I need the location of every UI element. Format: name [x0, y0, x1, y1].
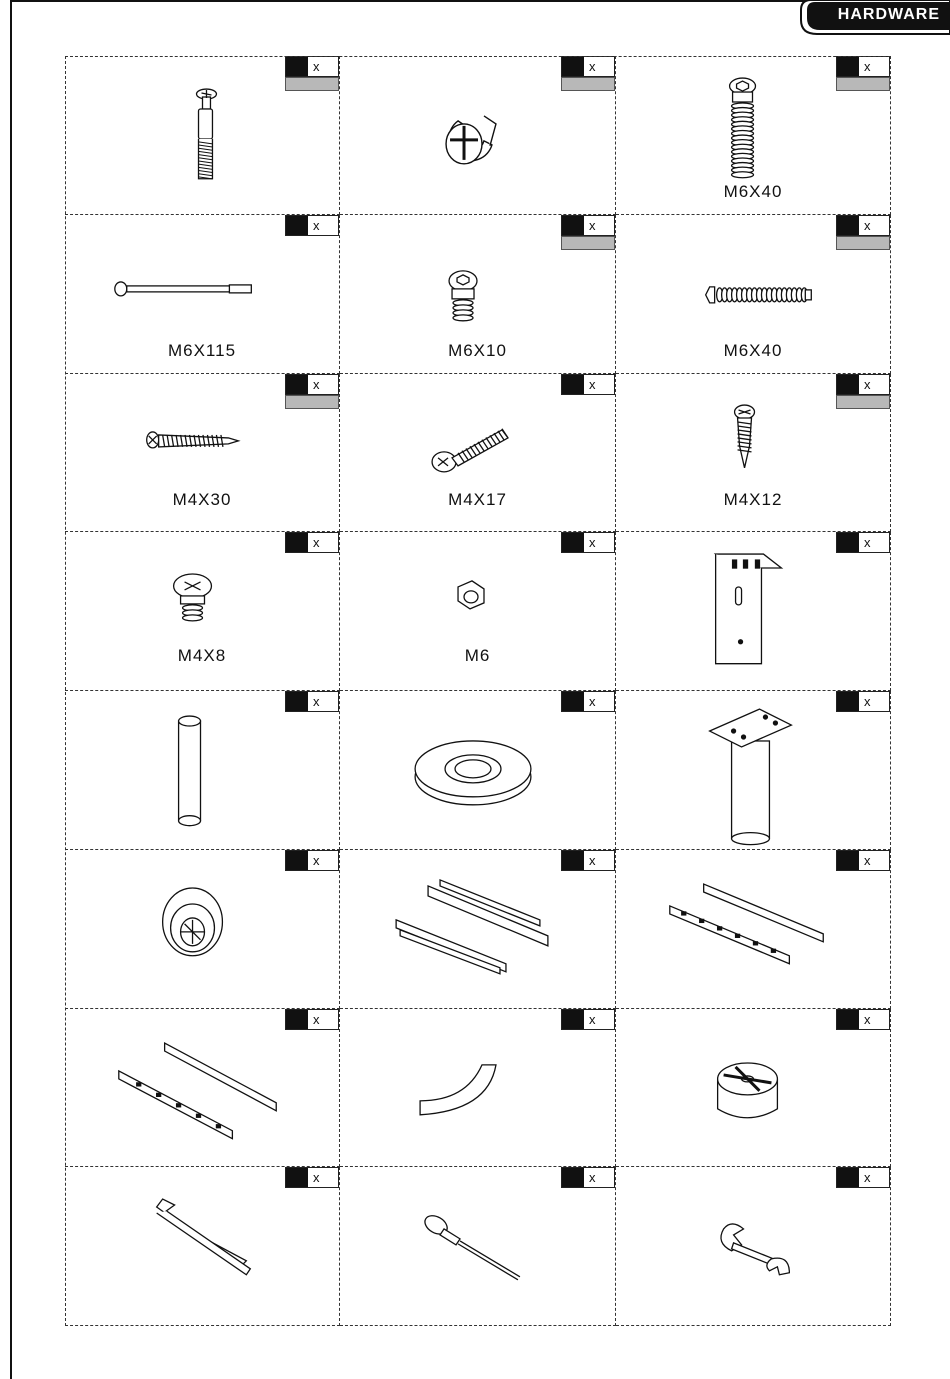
wall-bracket-icon — [616, 532, 890, 690]
quantity-box — [561, 532, 615, 553]
hardware-item — [340, 56, 616, 215]
hardware-grid — [65, 56, 891, 1326]
quantity-x: x — [313, 59, 320, 74]
hardware-item — [65, 532, 340, 691]
quantity-marker — [286, 1168, 308, 1187]
hardware-item — [340, 215, 616, 374]
quantity-marker — [562, 1010, 584, 1029]
quantity-marker — [562, 57, 584, 76]
quantity-marker — [837, 851, 859, 870]
quantity-box — [285, 56, 339, 77]
quantity-x: x — [589, 1011, 596, 1027]
quantity-box — [285, 1167, 339, 1188]
quantity-marker — [837, 1168, 859, 1187]
hardware-tab — [795, 0, 950, 37]
washer-plate-icon — [340, 691, 615, 849]
hardware-item — [65, 1167, 340, 1326]
allen-key-icon — [65, 1167, 339, 1325]
quantity-x: x — [864, 694, 871, 709]
tube-icon — [65, 691, 339, 849]
hardware-item — [616, 215, 891, 374]
item-label: M4X17 — [448, 489, 507, 509]
item-label: M6X10 — [448, 340, 507, 360]
hardware-item — [340, 532, 616, 691]
hardware-item — [65, 374, 340, 533]
quantity-box — [836, 56, 890, 77]
quantity-marker — [286, 692, 308, 711]
quantity-gray-bar — [836, 236, 890, 250]
quantity-box — [836, 532, 890, 553]
quantity-box — [561, 374, 615, 395]
quantity-marker — [562, 216, 584, 235]
tab-label: HARDWARE — [837, 6, 940, 23]
quantity-marker — [562, 1168, 584, 1187]
item-label: M6X40 — [723, 182, 783, 201]
hardware-item — [340, 1009, 616, 1168]
quantity-x: x — [864, 376, 871, 392]
quantity-marker — [562, 375, 584, 394]
quantity-box — [836, 1167, 890, 1188]
quantity-marker — [837, 533, 859, 552]
quantity-marker — [837, 1010, 859, 1029]
hardware-item — [65, 56, 340, 215]
foot-pad-icon — [616, 1009, 890, 1167]
quantity-marker — [286, 533, 308, 552]
quantity-x: x — [589, 59, 596, 74]
quantity-x: x — [313, 376, 320, 392]
hardware-item — [65, 850, 340, 1009]
quantity-box — [561, 56, 615, 77]
quantity-box — [285, 374, 339, 395]
quantity-marker — [286, 851, 308, 870]
grommet-icon — [65, 850, 339, 1008]
item-label: M4X12 — [723, 489, 783, 509]
hardware-item — [340, 850, 616, 1009]
quantity-x: x — [864, 217, 871, 233]
hardware-item — [616, 1167, 891, 1326]
item-label: M4X30 — [172, 489, 232, 509]
item-label: M6 — [464, 646, 491, 666]
quantity-x: x — [313, 217, 320, 233]
quantity-x: x — [864, 1170, 871, 1186]
quantity-marker — [562, 692, 584, 711]
quantity-box — [285, 532, 339, 553]
quantity-marker — [286, 375, 308, 394]
ball-bearing-slide-icon — [616, 850, 890, 1008]
quantity-gray-bar — [285, 395, 339, 409]
quantity-gray-bar — [561, 77, 615, 91]
hardware-item — [616, 850, 891, 1009]
quantity-x: x — [864, 59, 871, 74]
quantity-marker — [286, 57, 308, 76]
quantity-box — [285, 850, 339, 871]
quantity-x: x — [864, 1011, 871, 1027]
quantity-x: x — [589, 694, 596, 709]
hardware-item — [616, 374, 891, 533]
quantity-x: x — [864, 535, 871, 551]
quantity-marker — [837, 692, 859, 711]
quantity-x: x — [589, 376, 596, 392]
quantity-box — [285, 1009, 339, 1030]
quantity-x: x — [589, 535, 596, 551]
curved-clip-icon — [340, 1009, 615, 1167]
slide-rail-icon — [65, 1009, 339, 1167]
hardware-item — [616, 56, 891, 215]
quantity-box — [836, 691, 890, 712]
wrench-icon — [616, 1167, 890, 1325]
quantity-x: x — [313, 1170, 320, 1186]
item-label: M6X115 — [167, 340, 237, 360]
screwdriver-icon — [340, 1167, 615, 1325]
quantity-gray-bar — [285, 77, 339, 91]
quantity-box — [561, 1167, 615, 1188]
quantity-x: x — [313, 852, 320, 868]
hex-nut-icon — [340, 532, 615, 690]
quantity-marker — [562, 851, 584, 870]
quantity-x: x — [313, 1011, 320, 1027]
quantity-x: x — [864, 852, 871, 868]
item-label: M6X40 — [723, 340, 783, 360]
quantity-box — [836, 850, 890, 871]
quantity-marker — [286, 1010, 308, 1029]
quantity-x: x — [313, 694, 320, 709]
quantity-box — [561, 215, 615, 236]
hardware-item — [340, 691, 616, 850]
hardware-item — [65, 691, 340, 850]
hardware-item — [65, 215, 340, 374]
quantity-marker — [837, 57, 859, 76]
quantity-marker — [562, 533, 584, 552]
hardware-item — [65, 1009, 340, 1168]
quantity-x: x — [589, 852, 596, 868]
quantity-gray-bar — [836, 395, 890, 409]
item-label: M4X8 — [177, 646, 227, 666]
hardware-item — [616, 532, 891, 691]
leg-with-plate-icon — [616, 691, 890, 849]
quantity-marker — [837, 216, 859, 235]
quantity-x: x — [313, 535, 320, 551]
machine-screw-icon — [65, 532, 339, 690]
quantity-marker — [286, 216, 308, 235]
quantity-gray-bar — [836, 77, 890, 91]
quantity-x: x — [589, 217, 596, 233]
quantity-box — [561, 691, 615, 712]
hardware-item — [340, 374, 616, 533]
quantity-marker — [837, 375, 859, 394]
hardware-item — [340, 1167, 616, 1326]
drawer-slide-icon — [340, 850, 615, 1008]
quantity-x: x — [589, 1170, 596, 1186]
quantity-box — [561, 1009, 615, 1030]
hardware-item — [616, 691, 891, 850]
quantity-box — [285, 691, 339, 712]
quantity-box — [836, 215, 890, 236]
quantity-box — [836, 1009, 890, 1030]
quantity-box — [285, 215, 339, 236]
quantity-box — [561, 850, 615, 871]
quantity-gray-bar — [561, 236, 615, 250]
quantity-box — [836, 374, 890, 395]
hardware-item — [616, 1009, 891, 1168]
